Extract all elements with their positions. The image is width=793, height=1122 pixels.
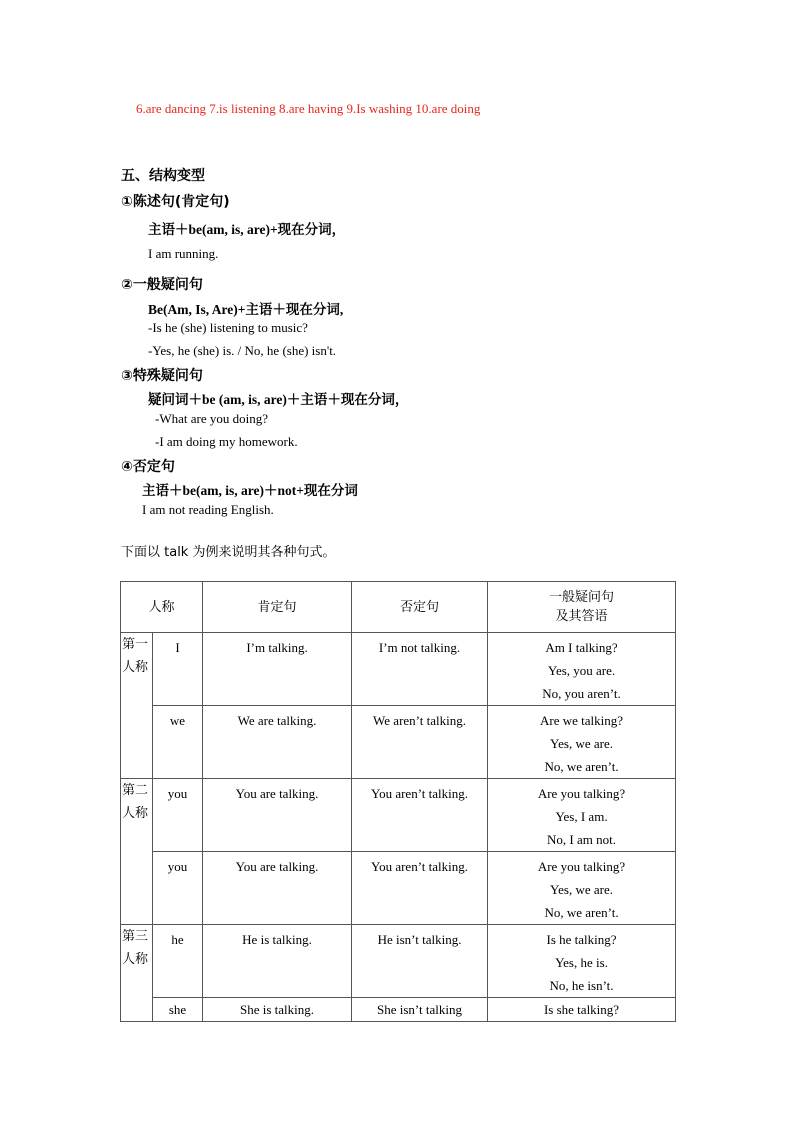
talk-sentence-table: [120, 581, 676, 1022]
negative-cell: He isn’t talking.: [352, 925, 488, 998]
header-person: 人称: [121, 582, 203, 633]
answer-no-line: No, we aren’t.: [544, 905, 619, 920]
affirmative-cell: You are talking.: [203, 779, 352, 852]
pronoun-cell: I: [153, 633, 203, 706]
negative-cell: We aren’t talking.: [352, 706, 488, 779]
affirmative-cell: We are talking.: [203, 706, 352, 779]
pronoun-cell: you: [153, 852, 203, 925]
person-group-label: 第一人称: [121, 633, 153, 779]
table-row: [121, 852, 676, 925]
section-title: 五、结构变型: [121, 168, 205, 184]
negative-example: I am not reading English.: [142, 502, 274, 517]
table-row: [121, 779, 676, 852]
question-cell: [488, 852, 676, 925]
question-line: Am I talking?: [545, 640, 618, 655]
person-group-label: 第三人称: [121, 925, 153, 1022]
wh-question-formula: 疑问词＋be (am, is, are)＋主语＋现在分词，: [148, 392, 409, 407]
statement-title: ①陈述句(肯定句): [121, 194, 230, 210]
affirmative-cell: You are talking.: [203, 852, 352, 925]
question-cell: [488, 779, 676, 852]
answer-yes-line: Yes, we are.: [550, 736, 613, 751]
header-negative: 否定句: [352, 582, 488, 633]
table-row: [121, 706, 676, 779]
pronoun-cell: we: [153, 706, 203, 779]
answer-no-line: No, he isn’t.: [549, 978, 614, 993]
table-header-row: [121, 582, 676, 633]
header-question-line2: 及其答语: [555, 609, 608, 624]
answer-no-line: No, we aren’t.: [544, 759, 619, 774]
answer-yes-line: Yes, I am.: [555, 809, 608, 824]
question-cell: [488, 633, 676, 706]
pronoun-cell: she: [153, 998, 203, 1022]
answer-yes-line: Yes, we are.: [550, 882, 613, 897]
yes-no-answer-example: -Yes, he (she) is. / No, he (she) isn't.: [148, 343, 337, 358]
answer-key-line: 6.are dancing 7.is listening 8.are having 9.Is washing 10.are doing: [136, 101, 481, 116]
table-row: [121, 633, 676, 706]
yes-no-question-example: -Is he (she) listening to music?: [148, 320, 308, 335]
answer-no-line: No, I am not.: [547, 832, 616, 847]
wh-question-example: -What are you doing?: [155, 411, 268, 426]
question-cell: [488, 706, 676, 779]
pronoun-cell: you: [153, 779, 203, 852]
wh-answer-example: -I am doing my homework.: [155, 434, 298, 449]
negative-formula: 主语＋be(am, is, are)＋not+现在分词: [142, 483, 358, 498]
statement-example: I am running.: [148, 246, 219, 261]
answer-no-line: No, you aren’t.: [542, 686, 621, 701]
answer-yes-line: Yes, you are.: [547, 663, 616, 678]
question-line: Are you talking?: [537, 786, 626, 801]
question-cell: [488, 998, 676, 1022]
header-question: [488, 582, 676, 633]
header-affirmative: 肯定句: [203, 582, 352, 633]
question-line: Are we talking?: [540, 713, 624, 728]
negative-title: ④否定句: [121, 459, 175, 475]
yes-no-question-title: ②一般疑问句: [121, 277, 203, 293]
negative-cell: She isn’t talking: [352, 998, 488, 1022]
affirmative-cell: She is talking.: [203, 998, 352, 1022]
statement-formula: 主语＋be(am, is, are)+现在分词，: [148, 222, 346, 237]
table-row: [121, 998, 676, 1022]
person-group-label: 第二人称: [121, 779, 153, 925]
pronoun-cell: he: [153, 925, 203, 998]
answer-yes-line: Yes, he is.: [555, 955, 608, 970]
affirmative-cell: I’m talking.: [203, 633, 352, 706]
affirmative-cell: He is talking.: [203, 925, 352, 998]
yes-no-question-formula: Be(Am, Is, Are)+主语＋现在分词,: [148, 302, 344, 317]
table-row: [121, 925, 676, 998]
negative-cell: You aren’t talking.: [352, 852, 488, 925]
table-intro: 下面以 talk 为例来说明其各种句式。: [121, 545, 336, 560]
negative-cell: You aren’t talking.: [352, 779, 488, 852]
wh-question-title: ③特殊疑问句: [121, 368, 203, 384]
question-line: Are you talking?: [537, 859, 626, 874]
question-line: Is she talking?: [543, 1002, 620, 1017]
question-line: Is he talking?: [546, 932, 617, 947]
negative-cell: I’m not talking.: [352, 633, 488, 706]
header-question-line1: 一般疑问句: [549, 590, 615, 605]
question-cell: [488, 925, 676, 998]
